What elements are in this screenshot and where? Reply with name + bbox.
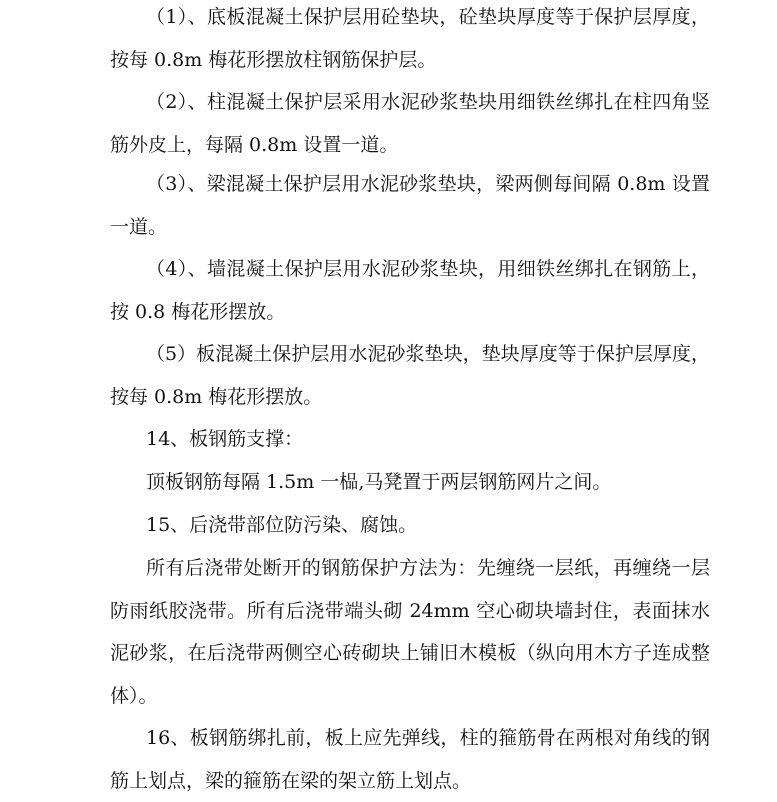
paragraph-beam-cover: （3）、梁混凝土保护层用水泥砂浆垫块，梁两侧每间隔 0.8m 设置一道。 — [110, 173, 710, 238]
heading-15-post-cast-strip: 15、后浇带部位防污染、腐蚀。 — [146, 514, 418, 536]
paragraph-14-body: 顶板钢筋每隔 1.5m 一榀,马凳置于两层钢筋网片之间。 — [146, 471, 612, 493]
paragraph-16-slab-rebar-binding: 16、板钢筋绑扎前，板上应先弹线，柱的箍筋骨在两根对角线的钢筋上划点，梁的箍筋在梁的架立筋上划点。 — [110, 727, 710, 792]
paragraph-15-body: 所有后浇带处断开的钢筋保护方法为：先缠绕一层纸，再缠绕一层防雨纸胶浇带。所有后浇带端头砌 24mm 空心砌块墙封住，表面抹水泥砂浆，在后浇带两侧空心砖砌块上铺旧木模板（纵向用木方子连成整体）。 — [110, 557, 710, 707]
heading-14-slab-rebar-support: 14、板钢筋支撑： — [146, 428, 304, 450]
paragraph-base-slab-cover: （1）、底板混凝土保护层用砼垫块，砼垫块厚度等于保护层厚度，按每 0.8m 梅花形摆放柱钢筋保护层。 — [110, 6, 710, 71]
paragraph-column-cover: （2）、柱混凝土保护层采用水泥砂浆垫块用细铁丝绑扎在柱四角竖筋外皮上，每隔 0.8m 设置一道。 — [110, 91, 710, 156]
paragraph-slab-cover: （5）板混凝土保护层用水泥砂浆垫块，垫块厚度等于保护层厚度，按每 0.8m 梅花形摆放。 — [110, 343, 710, 408]
paragraph-wall-cover: （4）、墙混凝土保护层用水泥砂浆垫块，用细铁丝绑扎在钢筋上，按 0.8 梅花形摆放。 — [110, 258, 710, 323]
